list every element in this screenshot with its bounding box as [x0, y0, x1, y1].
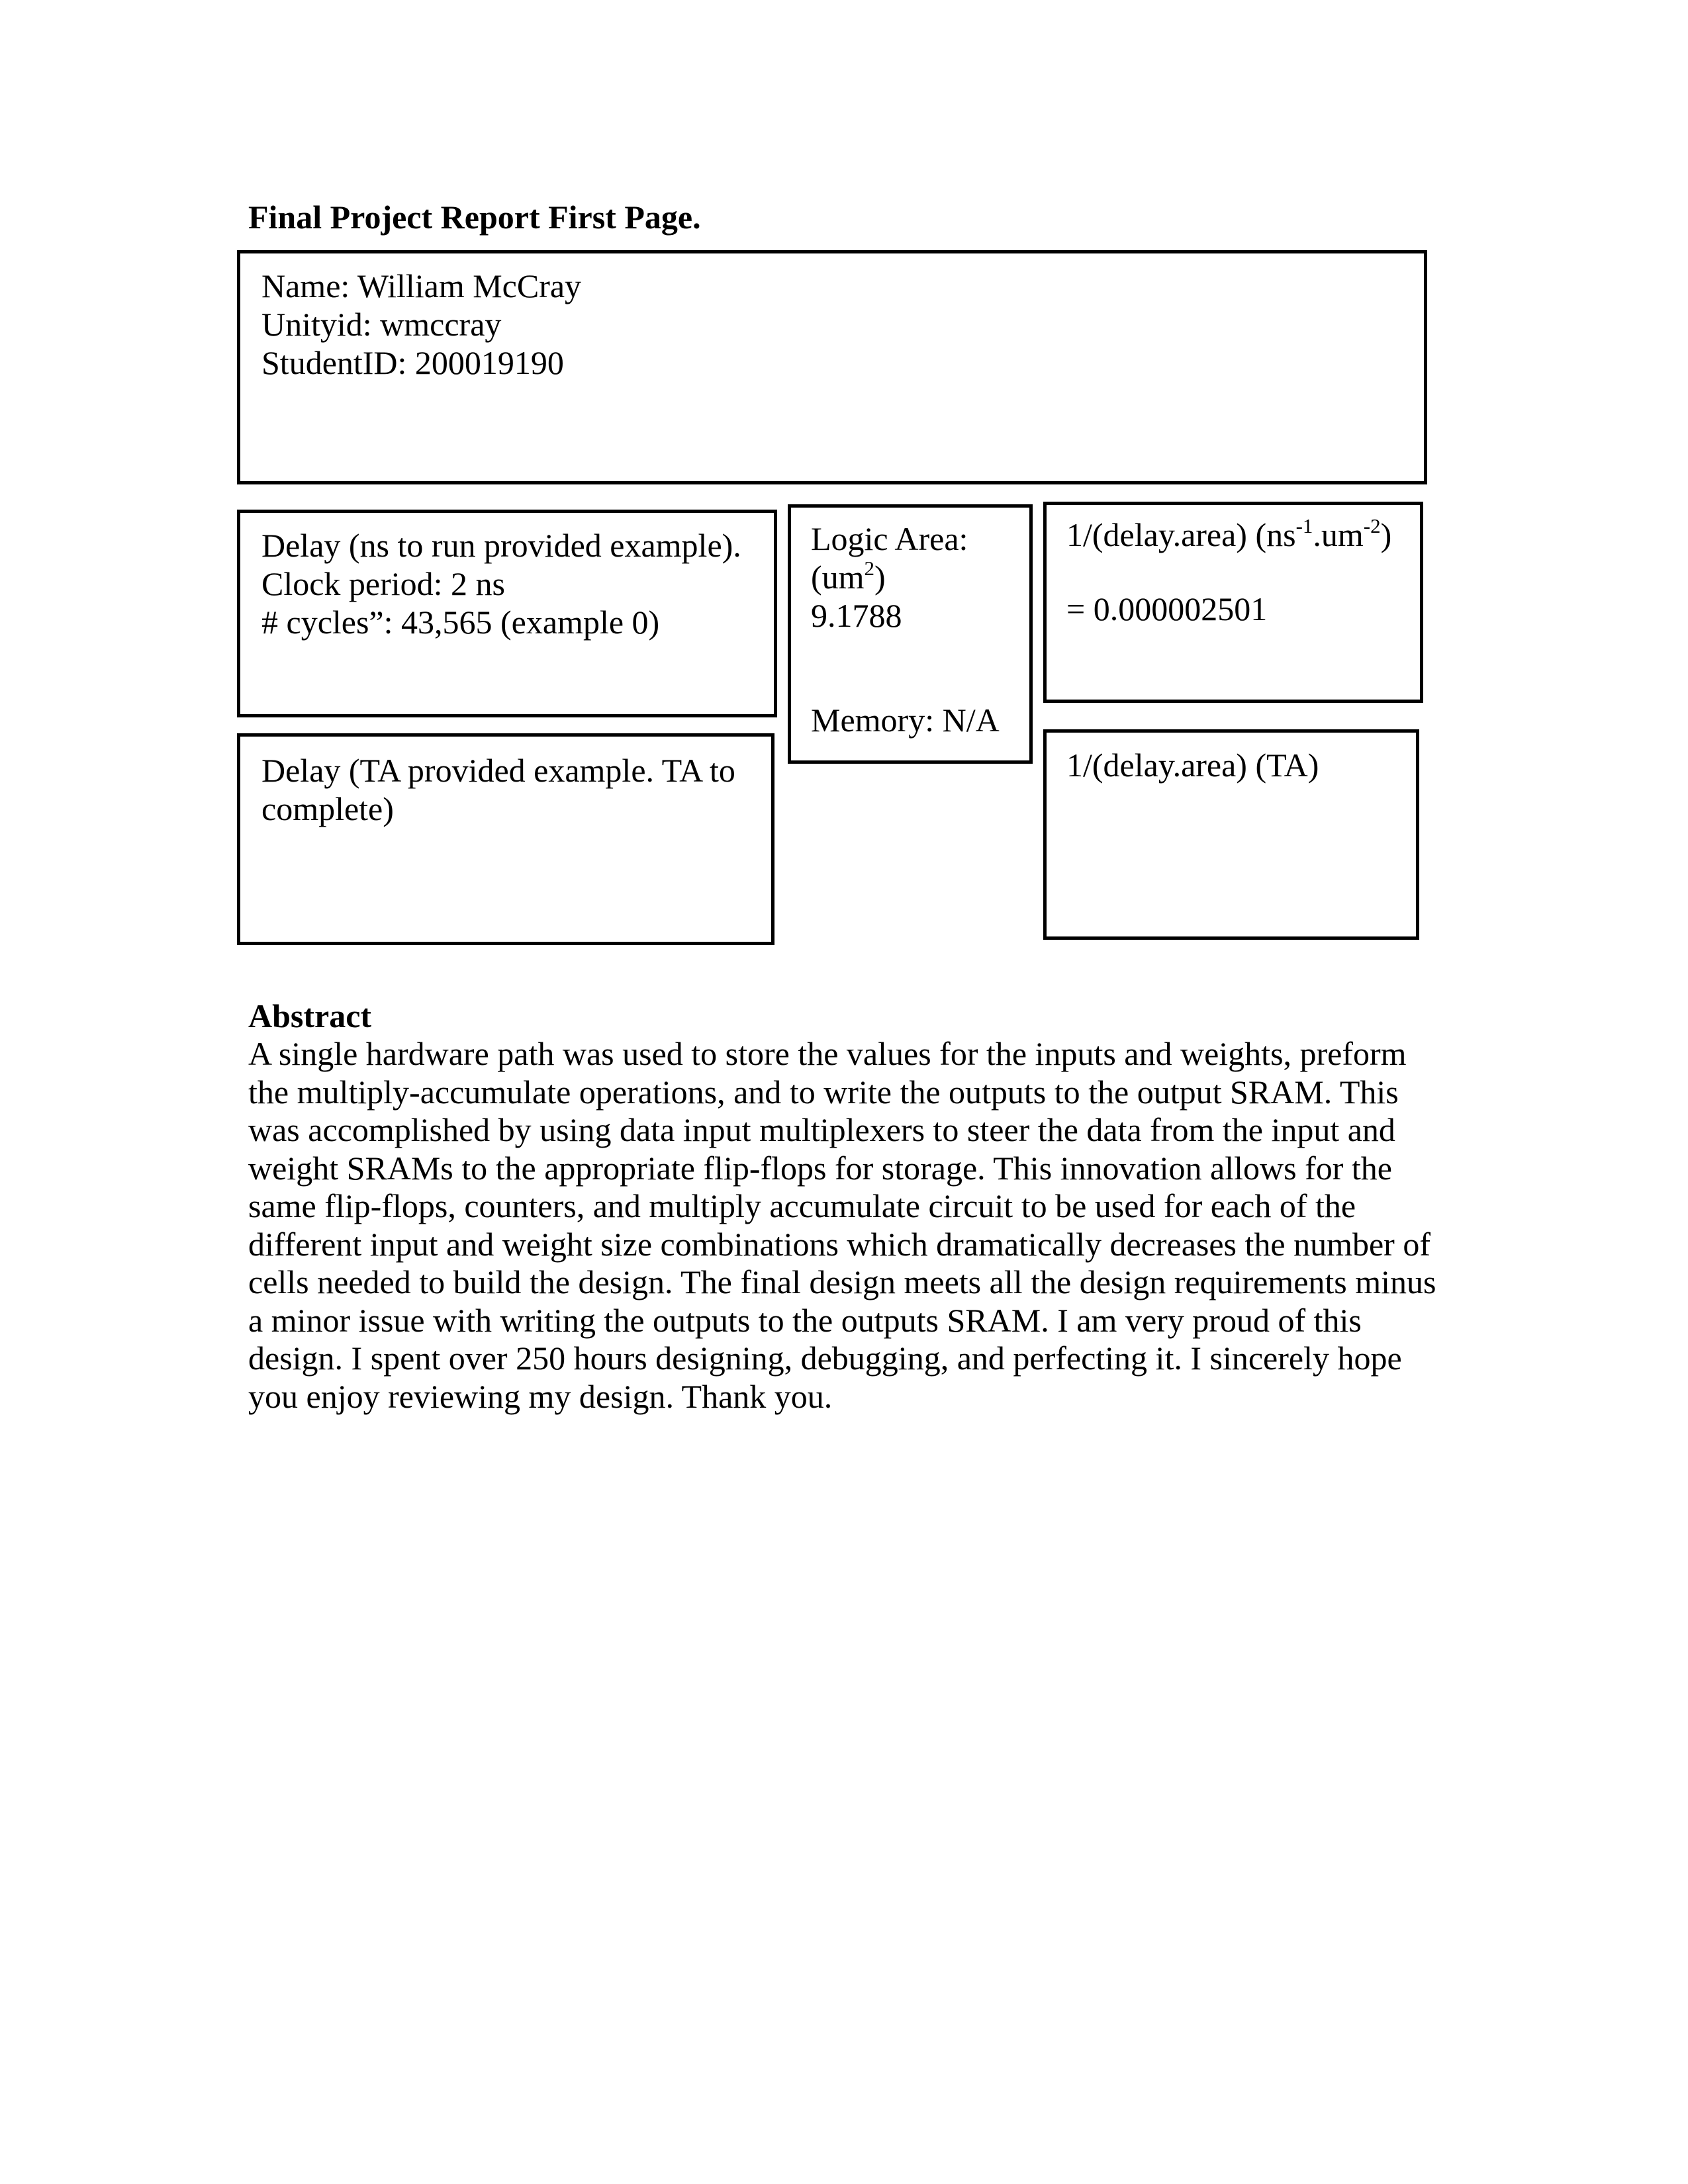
abstract-heading: Abstract [248, 997, 372, 1034]
logic-area-label: Logic Area: [811, 520, 968, 557]
abstract-line: different input and weight size combinations which dramatically decreases the number of [248, 1225, 1430, 1263]
page-title: Final Project Report First Page. [248, 199, 701, 236]
logic-area-value: 9.1788 [811, 597, 902, 634]
cycle-count: # cycles”: 43,565 (example 0) [261, 604, 660, 641]
abstract-line: was accomplished by using data input multiplexers to steer the data from the input and [248, 1111, 1395, 1148]
logic-area-box [788, 504, 1033, 764]
abstract-line: same flip-flops, counters, and multiply accumulate circuit to be used for each of the [248, 1187, 1356, 1224]
abstract-line: a minor issue with writing the outputs to the outputs SRAM. I am very proud of this [248, 1301, 1362, 1339]
ta-delay-box [237, 733, 774, 945]
logic-area-unit: $(um^2)$ [811, 557, 886, 596]
delay-label: Delay (ns to run provided example). [261, 527, 741, 564]
performance-label: 1/(delay.area) $(ns^{-1}.um^{-2})$ [1066, 514, 1392, 553]
student-name: Name: William McCray [261, 267, 582, 304]
abstract-line: cells needed to build the design. The final design meets all the design requirements minus [248, 1263, 1436, 1300]
ta-performance-label: 1/(delay.area) (TA) [1066, 747, 1319, 784]
performance-value: = 0.000002501 [1066, 590, 1268, 627]
abstract-body [248, 1035, 1453, 1416]
ta-delay-label-line2: complete) [261, 790, 394, 827]
performance-box [1043, 502, 1423, 703]
student-id: StudentID: 200019190 [261, 344, 564, 381]
student-unityid: Unityid: wmccray [261, 306, 502, 343]
abstract-line: you enjoy reviewing my design. Thank you. [248, 1377, 833, 1415]
ta-performance-box [1043, 729, 1419, 940]
abstract-line: the multiply-accumulate operations, and to write the outputs to the output SRAM. This [248, 1073, 1399, 1111]
abstract-line: A single hardware path was used to store the values for the inputs and weights, preform [248, 1035, 1407, 1072]
student-info-box [237, 250, 1427, 484]
delay-box [237, 510, 777, 717]
student-info-text [261, 267, 581, 382]
ta-delay-label-line1: Delay (TA provided example. TA to [261, 752, 735, 789]
abstract-line: weight SRAMs to the appropriate flip-flops for storage. This innovation allows for the [248, 1149, 1392, 1187]
abstract-line: design. I spent over 250 hours designing, debugging, and perfecting it. I sincerely hope [248, 1340, 1402, 1377]
memory-value: Memory: N/A [811, 702, 1000, 739]
clock-period: Clock period: 2 ns [261, 565, 506, 602]
